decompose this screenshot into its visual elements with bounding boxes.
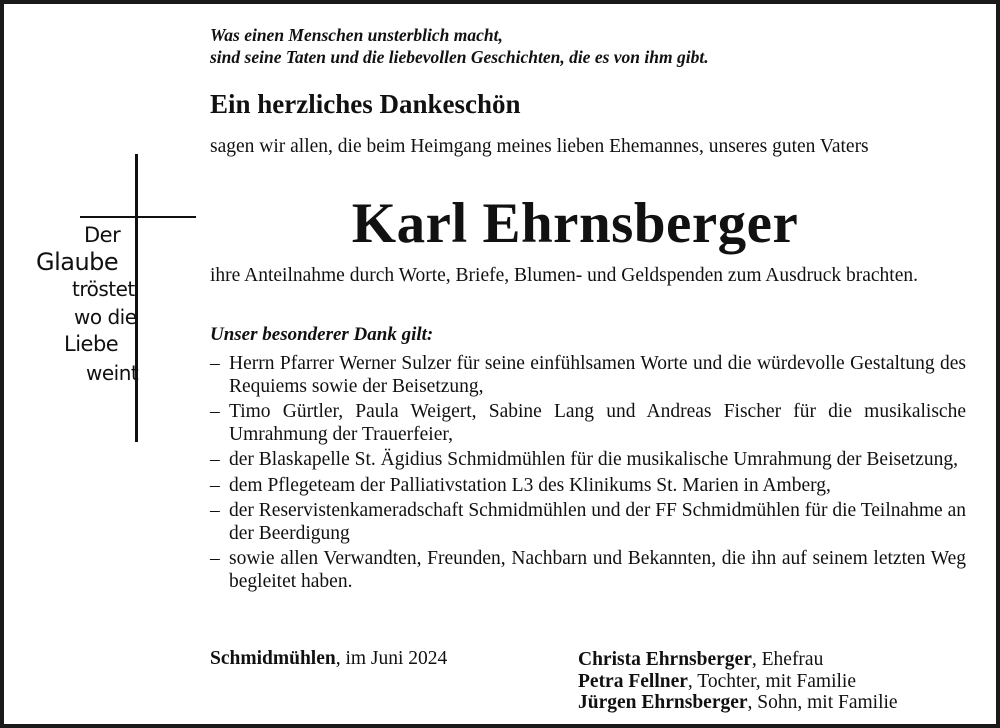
mourner-name: Christa Ehrnsberger	[578, 649, 752, 670]
list-dash: –	[210, 353, 220, 374]
list-dash: –	[210, 401, 220, 422]
verse-line: weint	[86, 361, 139, 385]
list-item	[210, 475, 966, 498]
mourner-name: Jürgen Ehrnsberger	[578, 692, 748, 713]
mourner-name: Petra Fellner	[578, 670, 688, 692]
motto-line: sind seine Taten und die liebevollen Geschichten, die es von ihm gibt.	[210, 47, 709, 67]
mourner	[578, 692, 898, 714]
date: , im Juni 2024	[335, 648, 448, 669]
list-item-text: Timo Gürtler, Paula Weigert, Sabine Lang und Andreas Fischer für die musikalische Umrahmung der Trauerfeier,	[229, 401, 966, 445]
list-item	[210, 353, 966, 398]
place: Schmidmühlen	[210, 648, 336, 669]
intro-text: sagen wir allen, die beim Heimgang meines lieben Ehemannes, unseres guten Vaters	[210, 136, 869, 157]
list-item	[210, 449, 966, 472]
list-item	[210, 500, 966, 545]
cross-vertical-bar	[135, 154, 138, 442]
cross-horizontal-bar	[80, 216, 196, 218]
mourner-relation: , Ehefrau	[751, 649, 824, 670]
list-dash: –	[210, 548, 220, 569]
list-item	[210, 401, 966, 446]
verse-line: Der	[84, 223, 121, 247]
mourner-relation: , Tochter, mit Familie	[687, 670, 856, 692]
verse-line: tröstet	[72, 277, 135, 301]
list-item	[210, 548, 966, 593]
reason-text: ihre Anteilnahme durch Worte, Briefe, Blumen- und Geldspenden zum Ausdruck brachten.	[210, 265, 918, 286]
verse-line: Liebe	[64, 332, 119, 356]
list-item-text: der Blaskapelle St. Ägidius Schmidmühlen für die musikalische Umrahmung der Beisetzung,	[229, 449, 958, 470]
mourner	[578, 671, 898, 693]
thanks-list	[210, 353, 966, 596]
deceased-name: Karl Ehrnsberger	[351, 192, 799, 255]
motto-line: Was einen Menschen unsterblich macht,	[210, 25, 503, 45]
list-item-text: Herrn Pfarrer Werner Sulzer für seine einfühlsamen Worte und die würdevolle Gestaltung des Requiems sowie der Beisetzung,	[229, 353, 966, 397]
mourners-list	[578, 649, 898, 714]
verse-line: Glaube	[36, 248, 119, 276]
list-item-text: der Reservistenkameradschaft Schmidmühlen und der FF Schmidmühlen für die Teilnahme an der Beerdigung	[229, 500, 966, 544]
mourner	[578, 649, 898, 671]
mourner-relation: , Sohn, mit Familie	[747, 692, 898, 713]
list-item-text: dem Pflegeteam der Palliativstation L3 des Klinikums St. Marien in Amberg,	[229, 474, 831, 496]
place-and-date	[210, 647, 447, 671]
list-dash: –	[210, 449, 220, 470]
thanks-title: Ein herzliches Dankeschön	[210, 89, 521, 119]
special-thanks-heading: Unser besonderer Dank gilt:	[210, 324, 434, 345]
list-item-text: sowie allen Verwandten, Freunden, Nachbarn und Bekannten, die ihn auf seinem letzten Weg begleitet haben.	[229, 548, 966, 592]
verse-line: wo die	[74, 305, 137, 329]
motto	[210, 24, 970, 68]
list-dash: –	[210, 500, 220, 521]
list-dash: –	[210, 474, 220, 496]
